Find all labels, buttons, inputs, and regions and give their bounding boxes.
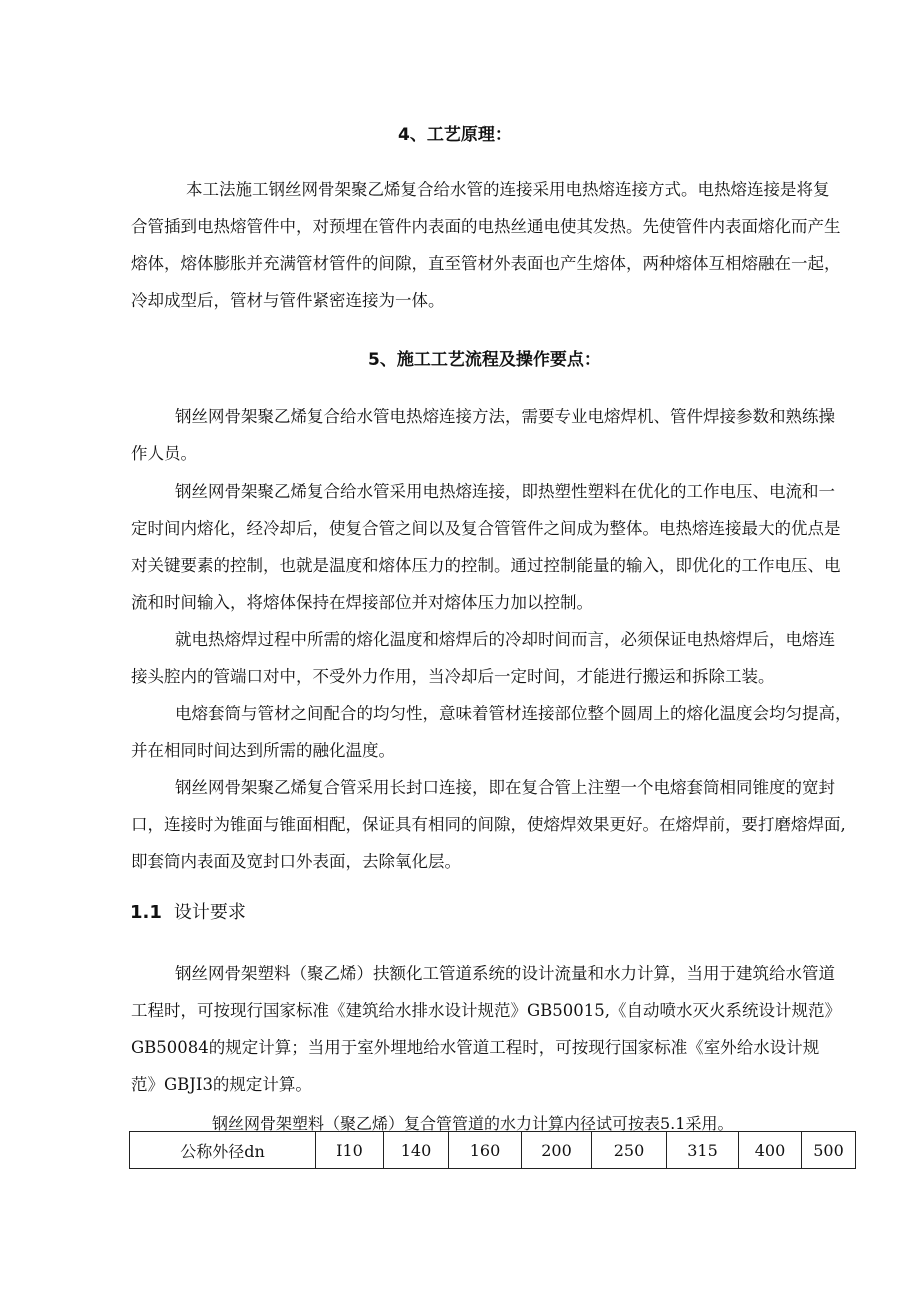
paragraph-line: 电熔套筒与管材之间配合的均匀性，意味着管材连接部位整个圆周上的熔化温度会均匀提高， (175, 704, 852, 723)
paragraph-line: 流和时间输入，将熔体保持在焊接部位并对熔体压力加以控制。 (131, 593, 593, 612)
hydraulic-table (129, 1131, 856, 1169)
paragraph-line: 钢丝网骨架聚乙烯复合给水管采用电热熔连接，即热塑性塑料在优化的工作电压、电流和一 (175, 482, 835, 501)
table-cell: 160 (449, 1132, 522, 1169)
table-cell: I10 (316, 1132, 384, 1169)
paragraph-line: 就电热熔焊过程中所需的熔化温度和熔焊后的冷却时间而言，必须保证电热熔焊后，电熔连 (175, 630, 835, 649)
paragraph-line: 钢丝网骨架聚乙烯复合给水管电热熔连接方法，需要专业电熔焊机、管件焊接参数和熟练操 (175, 407, 835, 426)
table-row (130, 1132, 856, 1169)
paragraph-line: 钢丝网骨架塑料（聚乙烯）扶额化工管道系统的设计流量和水力计算，当用于建筑给水管道 (175, 964, 835, 983)
section-4-heading: 4、工艺原理： (398, 125, 512, 145)
section-1-1-heading (130, 898, 246, 924)
table-cell: 500 (802, 1132, 856, 1169)
paragraph-line: 口，连接时为锥面与锥面相配，保证具有相同的间隙，使熔焊效果更好。在熔焊前，要打磨熔焊面, (131, 815, 846, 834)
paragraph-line: 熔体，熔体膨胀并充满管材管件的间隙，直至管材外表面也产生熔体，两种熔体互相熔融在一起， (131, 254, 841, 273)
paragraph-line: 冷却成型后，管材与管件紧密连接为一体。 (131, 291, 445, 310)
paragraph-line: GB50084的规定计算；当用于室外埋地给水管道工程时，可按现行国家标准《室外给水设计规 (131, 1038, 820, 1057)
paragraph-line: 钢丝网骨架聚乙烯复合管采用长封口连接，即在复合管上注塑一个电熔套筒相同锥度的宽封 (175, 778, 835, 797)
paragraph-line: 合管插到电热熔管件中，对预埋在管件内表面的电热丝通电使其发热。先使管件内表面熔化而产生 (131, 217, 841, 236)
table-header-cell: 公称外径dn (130, 1132, 316, 1169)
paragraph-line: 作人员。 (131, 444, 197, 463)
section-5-heading: 5、施工工艺流程及操作要点： (368, 350, 601, 370)
paragraph-line: 即套筒内表面及宽封口外表面，去除氧化层。 (131, 852, 461, 871)
paragraph-line: 对关键要素的控制，也就是温度和熔体压力的控制。通过控制能量的输入，即优化的工作电压、电 (131, 556, 841, 575)
paragraph-line: 本工法施工钢丝网骨架聚乙烯复合给水管的连接采用电热熔连接方式。电热熔连接是将复 (186, 180, 830, 199)
paragraph-line: 定时间内熔化，经冷却后，使复合管之间以及复合管管件之间成为整体。电热熔连接最大的优点是 (131, 519, 841, 538)
table-cell: 400 (739, 1132, 802, 1169)
table-caption: 钢丝网骨架塑料（聚乙烯）复合管管道的水力计算内径试可按表5.1采用。 (212, 1114, 734, 1133)
table-cell: 200 (522, 1132, 592, 1169)
table-cell: 315 (667, 1132, 739, 1169)
table-cell: 250 (592, 1132, 667, 1169)
paragraph-line: 范》GBJI3的规定计算。 (131, 1075, 312, 1094)
paragraph-line: 并在相同时间达到所需的融化温度。 (131, 741, 395, 760)
paragraph-line: 接头腔内的管端口对中，不受外力作用，当冷却后一定时间，才能进行搬运和拆除工装。 (131, 667, 775, 686)
paragraph-line: 工程时，可按现行国家标准《建筑给水排水设计规范》GB50015,《自动喷水灭火系统设计规范》 (131, 1001, 842, 1020)
table-cell: 140 (384, 1132, 449, 1169)
section-title: 设计要求 (173, 902, 246, 923)
section-number: 1.1 (130, 902, 162, 923)
